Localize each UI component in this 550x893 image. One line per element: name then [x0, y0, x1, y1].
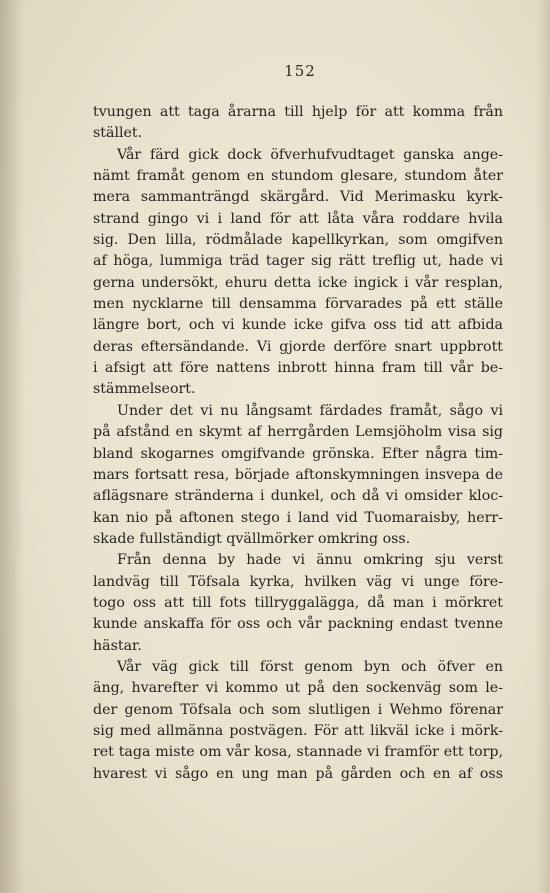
- text-line: äng, hvarefter vi kommo ut på den sockenväg som le-: [93, 680, 503, 697]
- text-line: kunde anskaffa för oss och vår packning endast tvenne: [93, 616, 503, 633]
- text-line: togo oss att till fots tillryggalägga, då man i mörkret: [93, 594, 503, 611]
- text-line: landväg till Töfsala kyrka, hvilken väg vi unge före-: [93, 573, 503, 590]
- text-line: nämt framåt genom en stundom glesare, stundom åter: [93, 168, 503, 185]
- text-line: strand gingo vi i land för att låta våra roddare hvila: [93, 210, 503, 227]
- text-line: af höga, lummiga träd tager sig rätt treflig ut, hade vi: [93, 253, 503, 270]
- binding-shadow: [0, 0, 24, 893]
- page-edge-shade: [536, 0, 550, 893]
- text-line: skade fullständigt qvällmörker omkring oss.: [93, 530, 411, 547]
- text-line: på afstånd en skymt af herrgården Lemsjöholm visa sig: [93, 424, 503, 441]
- text-line: kan nio på aftonen stego i land vid Tuomaraisby, herr-: [93, 509, 503, 526]
- page-number: 152: [284, 62, 316, 80]
- text-line: mera sammanträngd skärgård. Vid Merimasku kyrk-: [93, 189, 503, 206]
- text-line: men nycklarne till densamma förvarades på ett ställe: [93, 296, 503, 313]
- text-line: stämmelseort.: [93, 381, 196, 398]
- text-line: Från denna by hade vi ännu omkring sju verst: [117, 552, 503, 569]
- text-line: stället.: [93, 125, 143, 142]
- text-line: i afsigt att före nattens inbrott hinna fram till vår be-: [93, 360, 503, 377]
- text-line: hästar.: [93, 637, 142, 654]
- text-line: mars fortsatt resa, började aftonskymningen insvepa de: [93, 466, 503, 483]
- text-line: ret taga miste om vår kosa, stannade vi framför ett torp,: [93, 744, 503, 761]
- text-line: tvungen att taga årarna till hjelp för att komma från: [93, 104, 503, 120]
- text-line: bland skogarnes omgifvande grönska. Efter några tim-: [93, 445, 503, 462]
- body-text: [93, 102, 503, 785]
- text-line: sig. Den lilla, rödmålade kapellkyrkan, som omgifven: [93, 232, 503, 249]
- text-line: aflägsnare stränderna i dunkel, och då vi omsider kloc-: [93, 488, 503, 505]
- text-line: Vår färd gick dock öfverhufvudtaget ganska ange-: [117, 146, 503, 163]
- text-line: sig med allmänna postvägen. För att likväl icke i mörk-: [93, 722, 503, 739]
- text-line: deras eftersändande. Vi gjorde derföre snart uppbrott: [93, 338, 503, 355]
- text-line: der genom Töfsala och som slutligen i Wehmo förenar: [93, 701, 503, 718]
- text-line: längre bort, och vi kunde icke gifva oss tid att afbida: [93, 317, 503, 334]
- text-line: gerna undersökt, ehuru detta icke ingick i vår resplan,: [93, 274, 503, 291]
- text-line: hvarest vi sågo en ung man på gården och en af oss: [93, 765, 503, 782]
- text-line: Vår väg gick till först genom byn och öfver en: [117, 658, 503, 675]
- text-line: Under det vi nu långsamt färdades framåt, sågo vi: [117, 402, 503, 419]
